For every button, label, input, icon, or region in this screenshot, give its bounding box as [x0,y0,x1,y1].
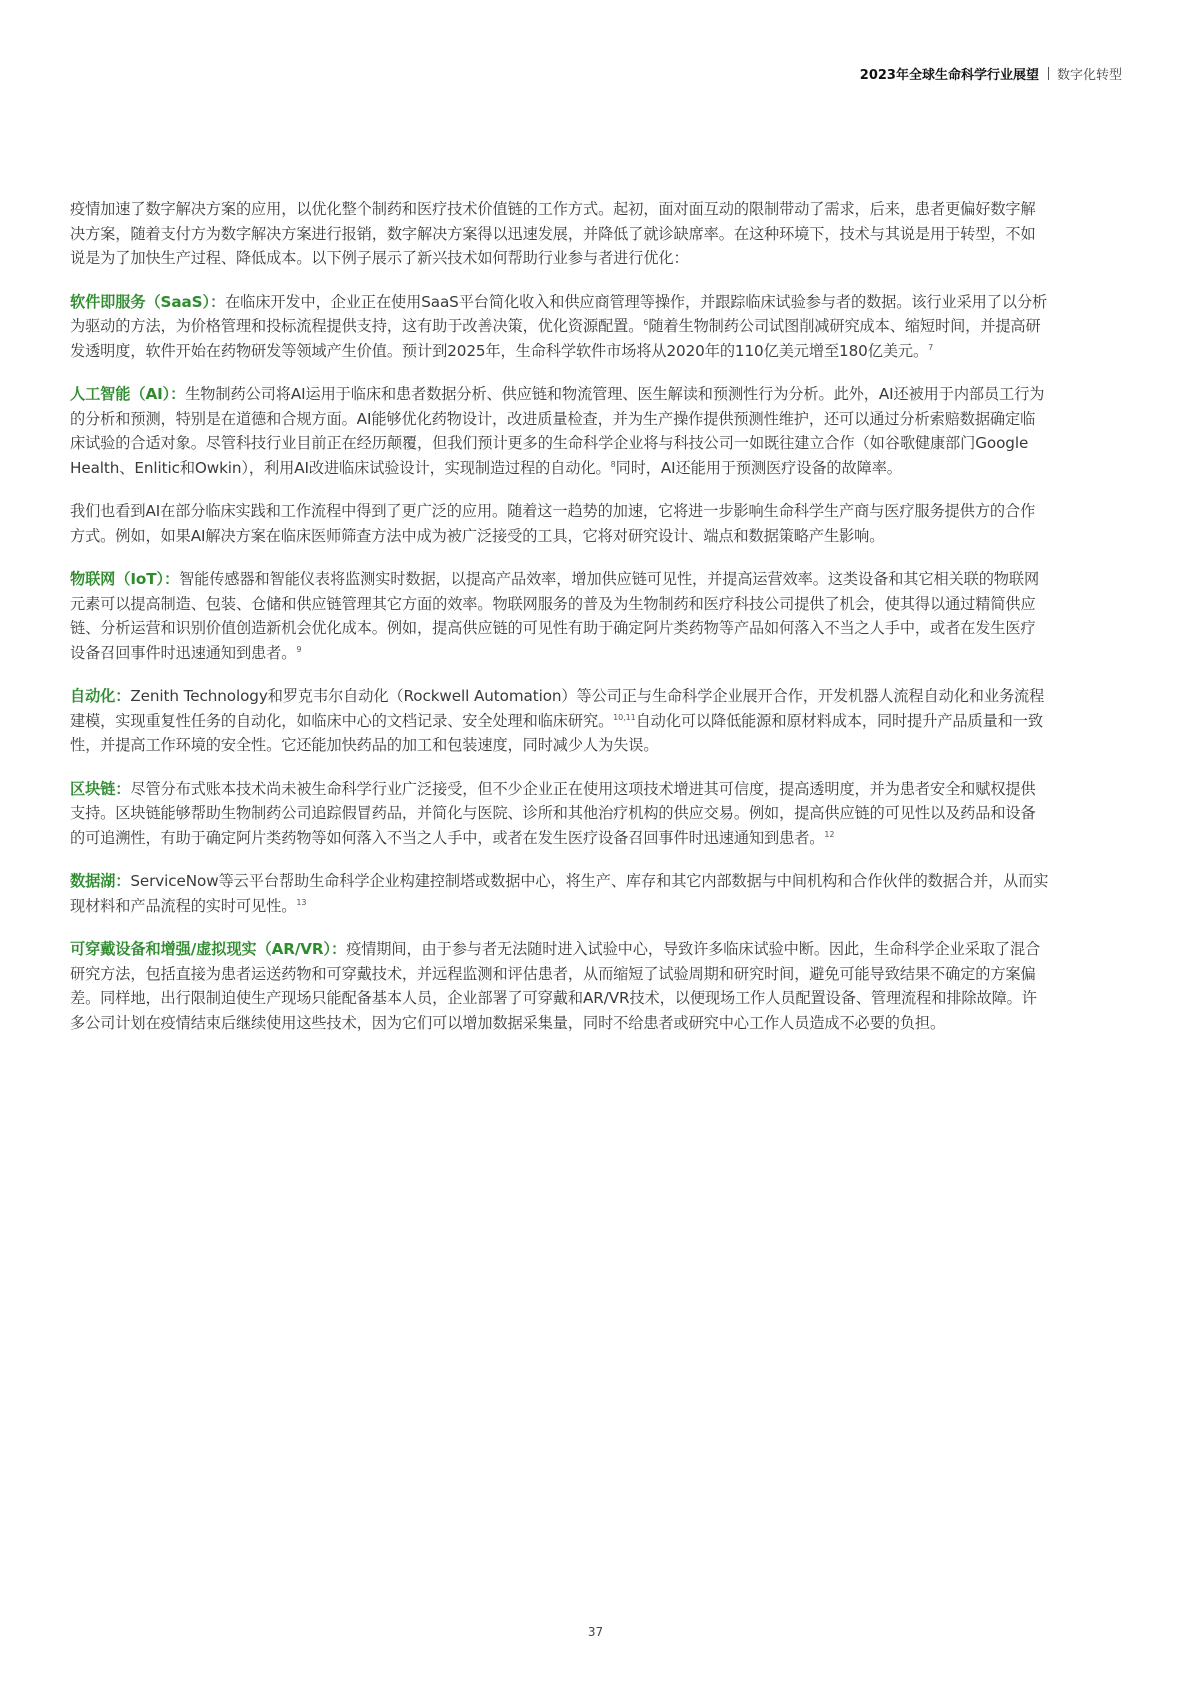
blockchain-paragraph [70,777,1050,851]
iot-text-1: 智能传感器和智能仪表将监测实时数据，以提高产品效率，增加供应链可见性，并提高运营效率。这类设备和其它相关联的物联网元素可以提高制造、包装、仓储和供应链管理其它方面的效率。物联网服务的普及为生物制药和医疗科技公司提供了机会，使其得以通过精简供应链、分析运营和识别价值创造新机会优化成本。例如，提高供应链的可见性有助于确定阿片类药物等产品如何落入不当之人手中，或者在发生医疗设备召回事件时迅速通知到患者。 [70,570,1040,662]
footnote-ref[interactable]: 10,11 [613,712,636,722]
footnote-ref[interactable]: 6 [643,318,649,327]
footnote-ref[interactable]: 12 [824,829,835,839]
footnote-ref[interactable]: 9 [296,644,302,654]
section-name: 数字化转型 [1056,68,1122,83]
running-header [860,66,1122,86]
intro-paragraph: 疫情加速了数字解决方案的应用，以优化整个制药和医疗技术价值链的工作方式。起初，面对面互动的限制带动了需求，后来，患者更偏好数字解决方案，随着支付方为数字解决方案进行报销，数字解决方案得以迅速发展，并降低了就诊缺席率。在这种环境下，技术与其说是用于转型，不如说是为了加快生产过程、降低成本。以下例子展示了新兴技术如何帮助行业参与者进行优化： [70,200,1036,267]
arvr-term: 可穿戴设备和增强/虚拟现实（AR/VR）： [70,940,347,958]
blockchain-text-1: 尽管分布式账本技术尚未被生命科学行业广泛接受，但不少企业正在使用这项技术增进其可信度，提高透明度，并为患者安全和赋权提供支持。区块链能够帮助生物制药公司追踪假冒药品，并简化与医院、诊所和其他治疗机构的供应交易。例如，提高供应链的可见性以及药品和设备的可追溯性，有助于确定阿片类药物等如何落入不当之人手中，或者在发生医疗设备召回事件时迅速通知到患者。 [70,779,1036,847]
ai-followup-paragraph: 我们也看到AI在部分临床实践和工作流程中得到了更广泛的应用。随着这一趋势的加速，它将进一步影响生命科学生产商与医疗服务提供方的合作方式。例如，如果AI解决方案在临床医师筛查方法中成为被广泛接受的工具，它将对研究设计、端点和数据策略产生影响。 [70,502,1036,545]
report-title: 2023年全球生命科学行业展望 [859,68,1039,83]
header-divider [1048,67,1049,80]
datalake-text-1: ServiceNow等云平台帮助生命科学企业构建控制塔或数据中心，将生产、库存和其它内部数据与中间机构和合作伙伴的数据合并，从而实现材料和产品流程的实时可见性。 [70,872,1049,915]
ai-term: 人工智能（AI）： [70,385,186,403]
datalake-term: 数据湖： [70,872,131,890]
footnote-ref[interactable]: 7 [928,342,934,352]
datalake-paragraph [70,869,1050,918]
saas-text-2: 随着生物制药公司试图削减研究成本、缩短时间，并提高研发透明度，软件开始在药物研发等领域产生价值。预计到2025年，生命科学软件市场将从2020年的110亿美元增至180亿美元。 [70,317,1041,360]
saas-term: 软件即服务（SaaS）： [70,292,226,311]
footnote-ref[interactable]: 8 [610,459,616,469]
ai-text-1: 生物制药公司将AI运用于临床和患者数据分析、供应链和物流管理、医生解读和预测性行为分析。此外，AI还被用于内部员工行为的分析和预测，特别是在道德和合规方面。AI能够优化药物设计，改进质量检查，并为生产操作提供预测性维护，还可以通过分析索赔数据确定临床试验的合适对象。尽管科技行业目前正在经历颠覆，但我们预计更多的生命科学企业将与科技公司一如既往建立合作（如谷歌健康部门Google Health、Enlitic和Owkin），利用AI改进临床试验设计，实现制造过程的自动化。 [70,385,1045,477]
arvr-text-1: 疫情期间，由于参与者无法随时进入试验中心，导致许多临床试验中断。因此，生命科学企业采取了混合研究方法，包括直接为患者运送药物和可穿戴技术，并远程监测和评估患者，从而缩短了试验周期和研究时间，避免可能导致结果不确定的方案偏差。同样地，出行限制迫使生产现场只能配备基本人员，企业部署了可穿戴和AR/VR技术，以便现场工作人员配置设备、管理流程和排除故障。许多公司计划在疫情结束后继续使用这些技术，因为它们可以增加数据采集量，同时不给患者或研究中心工作人员造成不必要的负担。 [70,940,1041,1032]
iot-paragraph [70,567,1050,665]
blockchain-term: 区块链： [70,779,131,798]
automation-paragraph [70,684,1050,758]
automation-term: 自动化： [70,687,131,705]
footnote-ref[interactable]: 13 [296,897,307,907]
ai-paragraph [70,382,1050,480]
saas-paragraph [70,290,1050,364]
arvr-paragraph [70,937,1050,1035]
iot-term: 物联网（IoT）： [70,570,180,588]
saas-text-1: 在临床开发中，企业正在使用SaaS平台简化收入和供应商管理等操作，并跟踪临床试验参与者的数据。该行业采用了以分析为驱动的方法，为价格管理和投标流程提供支持，这有助于改善决策，优化资源配置。 [70,292,1048,335]
automation-text-2: 自动化可以降低能源和原材料成本，同时提升产品质量和一致性，并提高工作环境的安全性。它还能加快药品的加工和包装速度，同时减少人为失误。 [70,711,1043,754]
ai-text-2: 同时，AI还能用于预测医疗设备的故障率。 [615,458,902,477]
automation-text-1: Zenith Technology和罗克韦尔自动化（Rockwell Automation）等公司正与生命科学企业展开合作，开发机器人流程自动化和业务流程建模，实现重复性任务的自动化，如临床中心的文档记录、安全处理和临床研究。 [70,687,1045,730]
page-number: 37 [587,1625,604,1639]
body-text [70,197,1050,1054]
